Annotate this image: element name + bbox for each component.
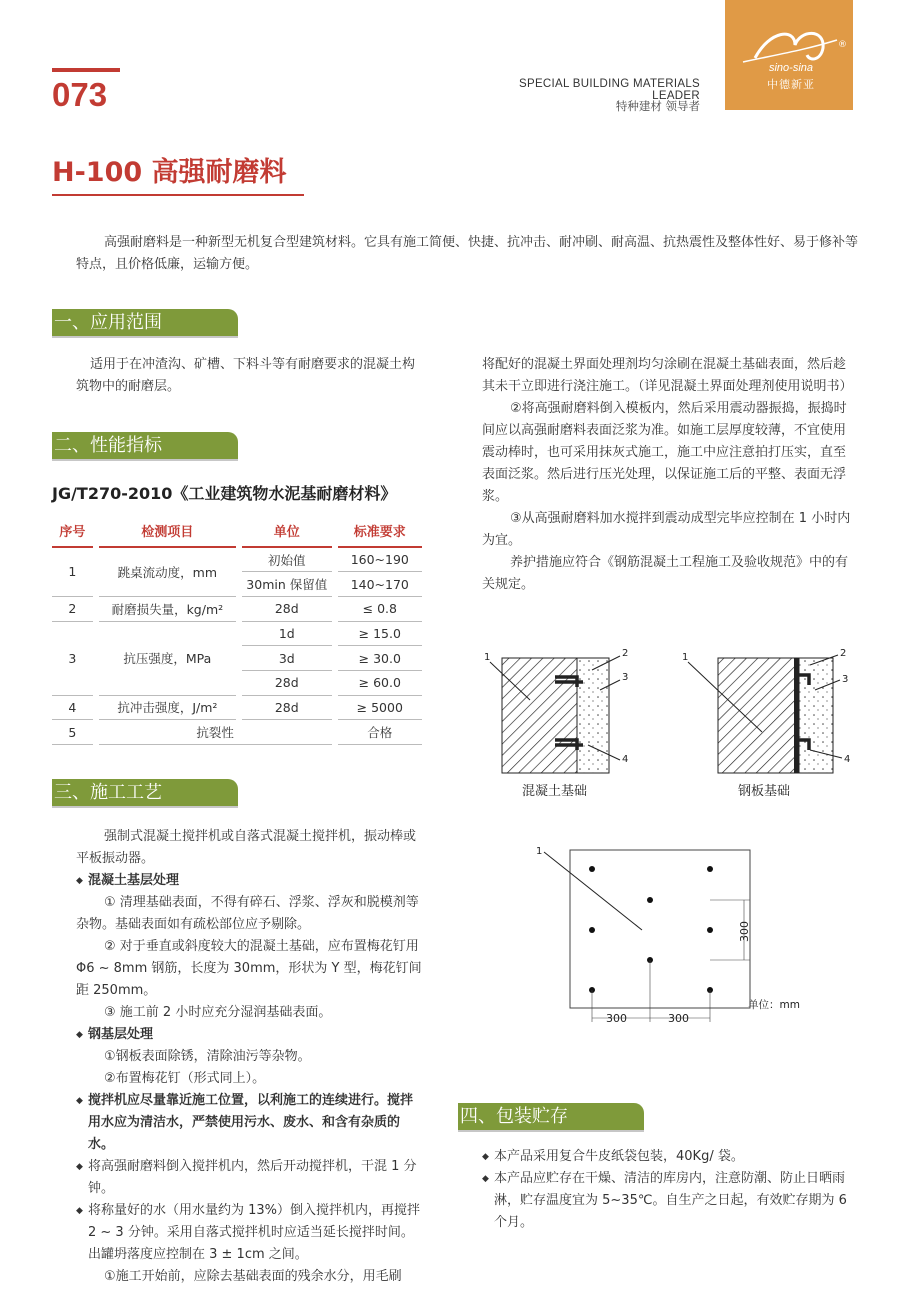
tagline-en: SPECIAL BUILDING MATERIALS LEADER [519,78,700,102]
table-header: 序号 [52,515,93,547]
registered-mark: ® [838,40,847,50]
logo-text-en: sino-sina [768,62,814,74]
table-cell: 3 [52,621,93,695]
table-row [52,547,422,572]
process-step: ② 对于垂直或斜度较大的混凝土基础，应布置梅花钉用 Φ6 ~ 8mm 钢筋，长度为 30mm，形状为 Y 型，梅花钉间距 250mm。 [76,939,422,998]
dimension-label: 300 [668,1012,689,1025]
table-cell: 3d [242,646,331,671]
table-cell: ≥ 30.0 [338,646,422,671]
table-row [52,621,422,646]
table-row [52,720,422,745]
callout-1: 1 [484,652,491,663]
section-heading-application: 一、应用范围 [52,309,238,336]
table-header: 检测项目 [99,515,236,547]
table-header-row [52,515,422,547]
table-cell: 1d [242,621,331,646]
process-step: ① 清理基础表面，不得有碎石、浮浆、浮灰和脱模剂等杂物。基础表面如有疏松部位应予剔除。 [76,895,419,932]
callout-4: 4 [622,754,629,765]
table-cell: 28d [242,695,331,720]
logo-swoosh-icon [725,0,853,110]
table-cell: 初始值 [242,547,331,572]
table-cell: ≥ 5000 [338,695,422,720]
process-equipment: 强制式混凝土搅拌机或自落式混凝土搅拌机，振动棒或平板振动器。 [76,829,417,866]
callout-2: 2 [622,648,629,659]
standard-title: JG/T270-2010《工业建筑物水泥基耐磨材料》 [52,484,397,503]
dimension-label: 300 [606,1012,627,1025]
process-column-right [482,354,854,596]
section-heading-performance: 二、性能指标 [52,432,238,459]
callout-1: 1 [536,846,543,857]
table-cell: 28d [242,596,331,621]
base-section-figures [470,640,860,810]
table-cell: 抗裂性 [99,720,332,745]
table-cell: 1 [52,547,93,596]
process-step: ①施工开始前，应除去基础表面的残余水分，用毛刷 [104,1269,402,1284]
process-column-left [76,826,422,1288]
process-bullet: ◆ 将称量好的水（用水量约为 13%）倒入搅拌机内，再搅拌 2 ~ 3 分钟。采用自落式搅拌机时应适当延长搅拌时间。出罐坍落度应控制在 3 ± 1cm 之间。 [76,1200,422,1266]
intro-paragraph: 高强耐磨料是一种新型无机复合型建筑材料。它具有施工简便、快捷、抗冲击、耐冲刷、耐高温、抗热震性及整体性好、易于修补等特点，且价格低廉，运输方便。 [76,235,859,272]
packaging-bullet: ◆ 本产品应贮存在干燥、清洁的库房内，注意防潮、防止日晒雨淋，贮存温度宜为 5~35℃。自生产之日起，有效贮存期为 6 个月。 [482,1168,854,1234]
tagline-cn: 特种建材 领导者 [615,99,700,113]
steel-base-diagram [688,655,842,773]
process-step: ③从高强耐磨料加水搅拌到震动成型完毕应控制在 1 小时内为宜。 [482,511,851,548]
concrete-base-label: 混凝土基础 [522,784,588,799]
table-cell: ≥ 60.0 [338,670,422,695]
table-cell: 抗冲击强度，J/m² [99,695,236,720]
table-cell: 跳桌流动度，mm [99,547,236,596]
table-cell: ≥ 15.0 [338,621,422,646]
table-cell: 4 [52,695,93,720]
table-cell: 160~190 [338,547,422,572]
page-number: 073 [52,76,108,113]
table-cell: 28d [242,670,331,695]
application-text: 适用于在冲渣沟、矿槽、下料斗等有耐磨要求的混凝土构筑物中的耐磨层。 [76,357,416,394]
table-header: 标准要求 [338,515,422,547]
table-row [52,695,422,720]
section-heading-packaging: 四、包装贮存 [458,1103,644,1130]
section-heading-process: 三、施工工艺 [52,779,238,806]
table-cell: 耐磨损失量，kg/m² [99,596,236,621]
concrete-base-diagram [490,656,620,773]
page-title: H-100 高强耐磨料 [52,157,287,188]
process-bullet: ◆ 搅拌机应尽量靠近施工位置，以利施工的连续进行。搅拌用水应为清洁水，严禁使用污水、废水、和含有杂质的水。 [76,1090,422,1156]
callout-2: 2 [840,648,847,659]
steel-base-label: 钢板基础 [738,784,791,799]
logo-text-cn: 中德新亚 [767,78,815,91]
page-number-bar [52,68,120,72]
brand-logo [725,0,853,110]
process-step: ③ 施工前 2 小时应充分湿润基础表面。 [104,1005,332,1020]
callout-1: 1 [682,652,689,663]
process-bullet: ◆ 将高强耐磨料倒入搅拌机内，然后开动搅拌机，干混 1 分钟。 [76,1156,422,1200]
table-cell: 30min 保留值 [242,572,331,597]
process-step: ②布置梅花钉（形式同上）。 [104,1071,266,1086]
table-row [52,596,422,621]
nail-layout-diagram [530,842,860,1032]
process-step: 养护措施应符合《钢筋混凝土工程施工及验收规范》中的有关规定。 [482,555,849,592]
callout-3: 3 [622,672,629,683]
packaging-bullet: ◆ 本产品采用复合牛皮纸袋包装，40Kg/ 袋。 [482,1146,854,1168]
table-cell: 5 [52,720,93,745]
performance-table [52,515,422,745]
table-cell: 抗压强度，MPa [99,621,236,695]
table-header: 单位 [242,515,331,547]
packaging-list [482,1146,854,1234]
table-cell: 2 [52,596,93,621]
process-step: ②将高强耐磨料倒入模板内，然后采用震动器振捣，振捣时间应以高强耐磨料表面泛浆为准。如施工层厚度较薄，不宜使用震动棒时，也可采用抹灰式施工，施工中应注意拍打压实，直至表面泛浆。然后进行压光处理，以保证施工后的平整、表面无浮浆。 [482,401,847,504]
table-cell: ≤ 0.8 [338,596,422,621]
process-heading-steel: ◆ 钢基层处理 [76,1024,422,1046]
process-step: 将配好的混凝土界面处理剂均匀涂刷在混凝土基础表面，然后趁其未干立即进行浇注施工。（详见混凝土界面处理剂使用说明书） [482,357,853,394]
dimension-label: 300 [738,921,751,942]
callout-4: 4 [844,754,851,765]
process-heading-concrete: ◆ 混凝土基层处理 [76,870,422,892]
table-cell: 合格 [338,720,422,745]
title-underline [52,194,304,196]
unit-label: 单位：mm [748,999,800,1011]
table-cell: 140~170 [338,572,422,597]
process-step: ①钢板表面除锈，清除油污等杂物。 [104,1049,311,1064]
callout-3: 3 [842,674,849,685]
